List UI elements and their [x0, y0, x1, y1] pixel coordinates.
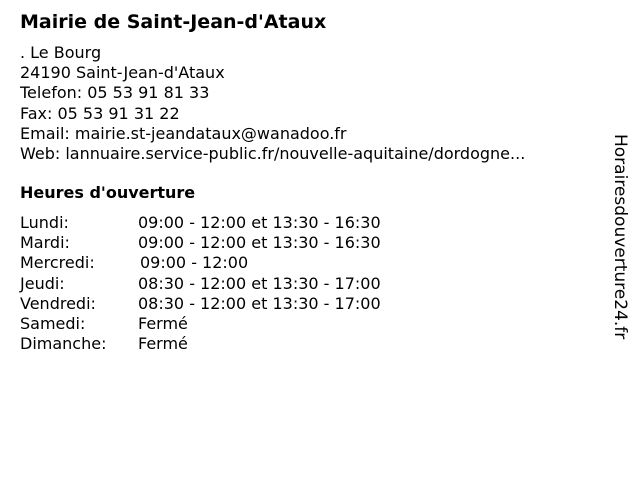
day-hours: 09:00 - 12:00 et 13:30 - 16:30 — [138, 233, 381, 253]
opening-hours-heading: Heures d'ouverture — [20, 183, 196, 202]
day-label: Samedi: — [20, 313, 86, 333]
day-label: Mercredi: — [20, 253, 95, 273]
day-label: Dimanche: — [20, 334, 107, 354]
day-label: Vendredi: — [20, 293, 96, 313]
address-line-2: 24190 Saint-Jean-d'Ataux — [20, 63, 225, 83]
fax-number: Fax: 05 53 91 31 22 — [20, 103, 180, 123]
address-line-1: . Le Bourg — [20, 43, 102, 62]
site-watermark: Horairesdouverture24.fr — [610, 134, 630, 340]
day-hours: 09:00 - 12:00 — [140, 253, 249, 273]
day-label: Lundi: — [20, 213, 69, 232]
day-hours: Fermé — [138, 313, 188, 333]
phone-number: Telefon: 05 53 91 81 33 — [20, 83, 210, 103]
day-hours: 08:30 - 12:00 et 13:30 - 17:00 — [138, 293, 381, 313]
day-label: Mardi: — [20, 233, 70, 253]
day-label: Jeudi: — [20, 273, 65, 293]
page-title: Mairie de Saint-Jean-d'Ataux — [20, 11, 327, 33]
website-url: Web: lannuaire.service-public.fr/nouvelle-aquitaine/dordogne... — [20, 144, 526, 164]
contact-block — [20, 43, 525, 164]
day-hours: Fermé — [138, 334, 188, 354]
day-hours: 08:30 - 12:00 et 13:30 - 17:00 — [138, 273, 381, 293]
email-address: Email: mairie.st-jeandataux@wanadoo.fr — [20, 123, 347, 143]
day-hours: 09:00 - 12:00 et 13:30 - 16:30 — [138, 213, 381, 232]
